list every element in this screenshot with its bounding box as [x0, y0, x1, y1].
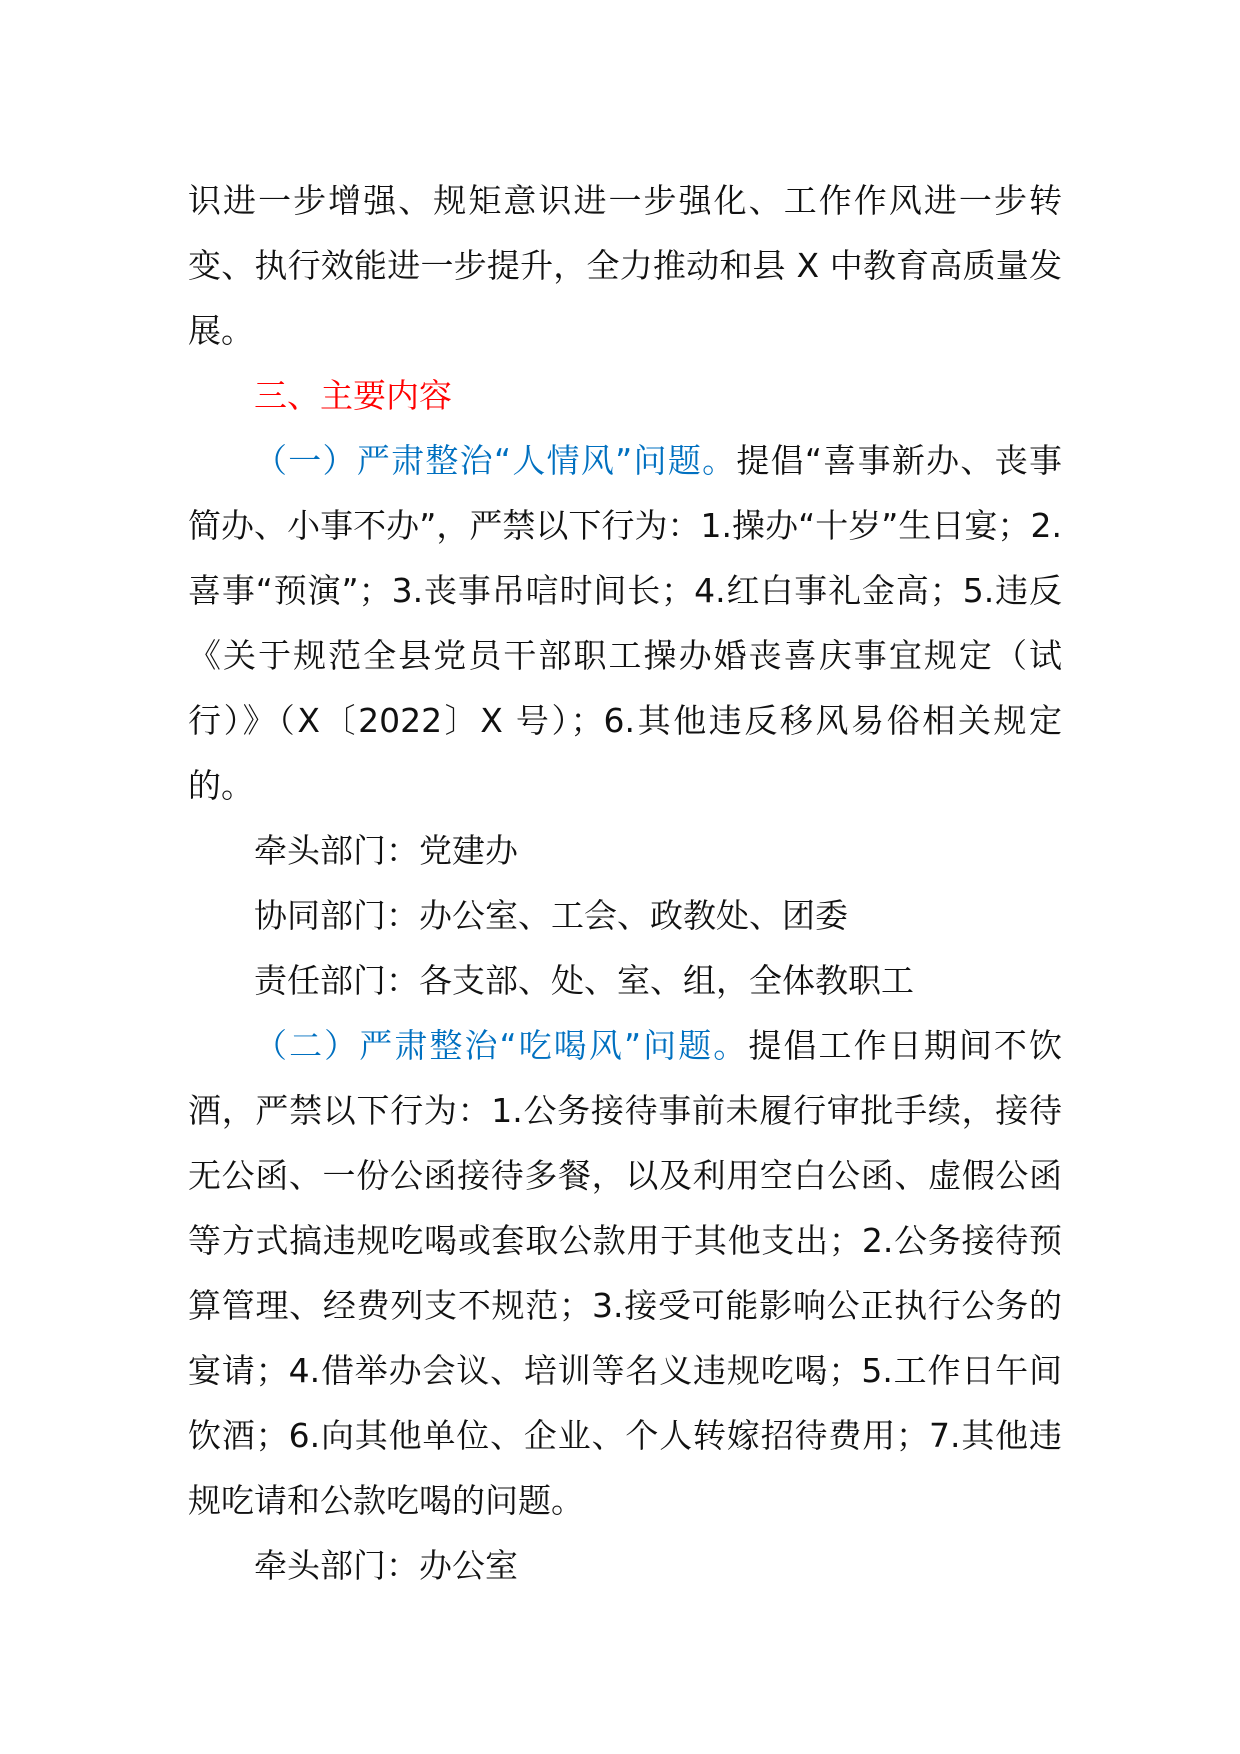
item-2-body: 提倡工作日期间不饮酒，严禁以下行为：1.公务接待事前未履行审批手续，接待无公函、一份公函接待多餐，以及利用空白公函、虚假公函等方式搞违规吃喝或套取公款用于其他支出；2.公务接待预算管理、经费列支不规范；3.接受可能影响公正执行公务的宴请；4.借举办会议、培训等名义违规吃喝；5.工作日午间饮酒；6.向其他单位、企业、个人转嫁招待费用；7.其他违规吃请和公款吃喝的问题。	[188, 1026, 1062, 1520]
item-2-paragraph	[188, 1013, 1062, 1533]
item-1-heading: （一）严肃整治“人情风”问题。	[254, 441, 737, 480]
item-2-heading: （二）严肃整治“吃喝风”问题。	[254, 1026, 749, 1065]
item-1-responsible-departments: 责任部门：各支部、处、室、组，全体教职工	[254, 961, 914, 1000]
section-heading-main-content: 三、主要内容	[254, 376, 452, 415]
item-1-paragraph	[188, 428, 1062, 818]
item-1-lead-department: 牵头部门：党建办	[254, 831, 518, 870]
item-1-cooperating-departments: 协同部门：办公室、工会、政教处、团委	[254, 896, 848, 935]
item-1-body: 提倡“喜事新办、丧事简办、小事不办”，严禁以下行为：1.操办“十岁”生日宴；2.喜事“预演”；3.丧事吊唁时间长；4.红白事礼金高；5.违反《关于规范全县党员干部职工操办婚丧喜庆事宜规定（试行）》（X〔2022〕X 号）；6.其他违反移风易俗相关规定的。	[188, 441, 1062, 805]
item-2-lead-department: 牵头部门：办公室	[254, 1546, 518, 1585]
intro-paragraph: 识进一步增强、规矩意识进一步强化、工作作风进一步转变、执行效能进一步提升，全力推动和县 X 中教育高质量发展。	[188, 181, 1062, 350]
document-body	[188, 168, 1062, 1598]
